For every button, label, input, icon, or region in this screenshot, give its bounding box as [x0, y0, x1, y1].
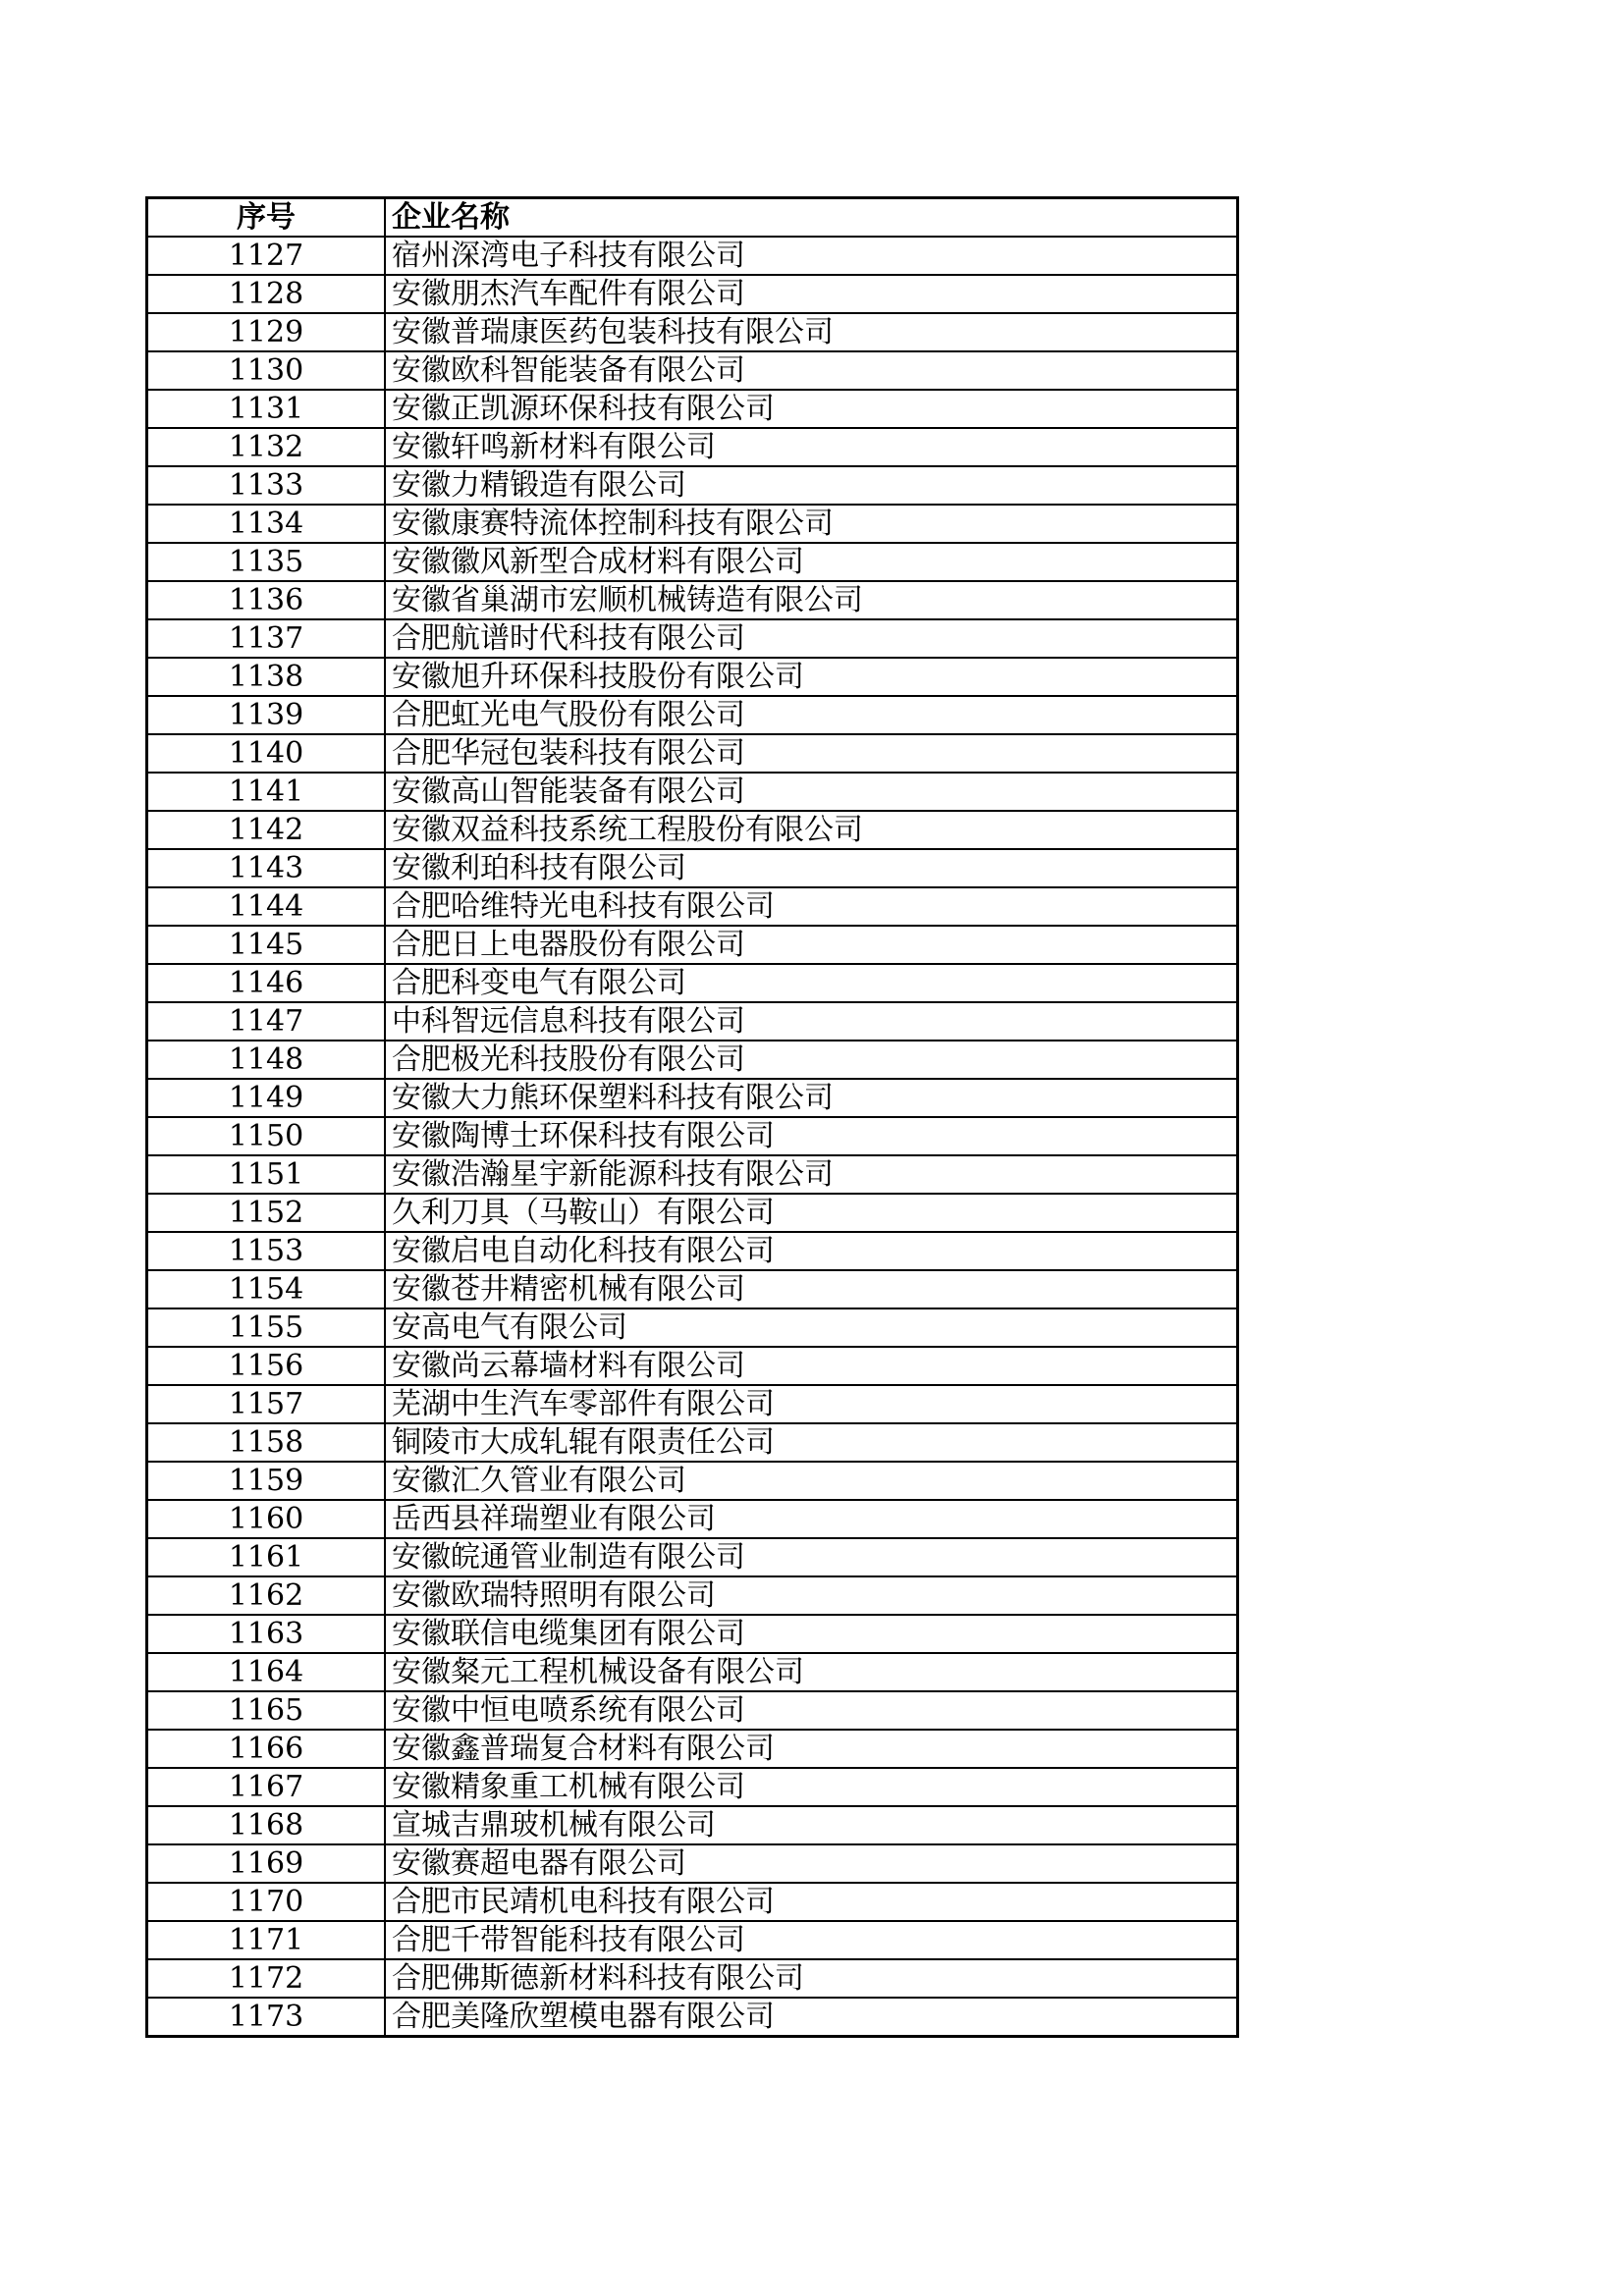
enterprise-name-cell: 安徽大力熊环保塑料科技有限公司 [385, 1079, 1238, 1117]
table-row [147, 964, 1238, 1002]
serial-number-cell: 1168 [147, 1806, 386, 1844]
serial-number-cell: 1165 [147, 1691, 386, 1730]
serial-number-cell: 1144 [147, 887, 386, 926]
serial-number-cell: 1152 [147, 1194, 386, 1232]
enterprise-name-cell: 安徽利珀科技有限公司 [385, 849, 1238, 887]
enterprise-name-cell: 安徽旭升环保科技股份有限公司 [385, 658, 1238, 696]
serial-number-cell: 1173 [147, 1998, 386, 2037]
enterprise-name-cell: 安徽普瑞康医药包装科技有限公司 [385, 313, 1238, 351]
table-row [147, 1576, 1238, 1615]
table-row [147, 581, 1238, 619]
table-row [147, 1270, 1238, 1308]
serial-number-cell: 1156 [147, 1347, 386, 1385]
enterprise-name-cell: 久利刀具（马鞍山）有限公司 [385, 1194, 1238, 1232]
serial-number-cell: 1160 [147, 1500, 386, 1538]
table-row [147, 1844, 1238, 1883]
serial-number-cell: 1139 [147, 696, 386, 734]
table-row [147, 543, 1238, 581]
table-row [147, 1041, 1238, 1079]
table-row [147, 1423, 1238, 1462]
enterprise-name-cell: 安徽苍井精密机械有限公司 [385, 1270, 1238, 1308]
enterprise-name-cell: 宣城吉鼎玻机械有限公司 [385, 1806, 1238, 1844]
enterprise-name-cell: 安徽高山智能装备有限公司 [385, 773, 1238, 811]
serial-number-cell: 1155 [147, 1308, 386, 1347]
serial-number-cell: 1149 [147, 1079, 386, 1117]
enterprise-name-cell: 合肥市民靖机电科技有限公司 [385, 1883, 1238, 1921]
table-row [147, 466, 1238, 505]
enterprise-name-cell: 合肥极光科技股份有限公司 [385, 1041, 1238, 1079]
enterprise-name-cell: 安徽康赛特流体控制科技有限公司 [385, 505, 1238, 543]
enterprise-name-cell: 安徽省巢湖市宏顺机械铸造有限公司 [385, 581, 1238, 619]
table-row [147, 390, 1238, 428]
enterprise-name-cell: 铜陵市大成轧辊有限责任公司 [385, 1423, 1238, 1462]
serial-number-cell: 1135 [147, 543, 386, 581]
enterprise-name-cell: 合肥美隆欣塑模电器有限公司 [385, 1998, 1238, 2037]
table-row [147, 237, 1238, 275]
table-row [147, 1385, 1238, 1423]
enterprise-name-cell: 安徽力精锻造有限公司 [385, 466, 1238, 505]
table-row [147, 1117, 1238, 1155]
enterprise-name-cell: 安高电气有限公司 [385, 1308, 1238, 1347]
serial-number-cell: 1163 [147, 1615, 386, 1653]
table-row [147, 1653, 1238, 1691]
serial-number-cell: 1154 [147, 1270, 386, 1308]
serial-number-cell: 1143 [147, 849, 386, 887]
serial-number-cell: 1148 [147, 1041, 386, 1079]
table-row [147, 1232, 1238, 1270]
serial-number-cell: 1141 [147, 773, 386, 811]
table-row [147, 1730, 1238, 1768]
serial-number-cell: 1127 [147, 237, 386, 275]
serial-number-cell: 1151 [147, 1155, 386, 1194]
serial-number-cell: 1136 [147, 581, 386, 619]
enterprise-name-cell: 安徽轩鸣新材料有限公司 [385, 428, 1238, 466]
enterprise-name-cell: 岳西县祥瑞塑业有限公司 [385, 1500, 1238, 1538]
serial-number-cell: 1157 [147, 1385, 386, 1423]
table-row [147, 658, 1238, 696]
enterprise-name-cell: 安徽欧科智能装备有限公司 [385, 351, 1238, 390]
table-row [147, 1998, 1238, 2037]
table-row [147, 887, 1238, 926]
enterprise-table [145, 196, 1239, 2038]
enterprise-name-cell: 安徽联信电缆集团有限公司 [385, 1615, 1238, 1653]
table-row [147, 428, 1238, 466]
enterprise-name-cell: 安徽双益科技系统工程股份有限公司 [385, 811, 1238, 849]
table-row [147, 773, 1238, 811]
header-enterprise-name: 企业名称 [385, 198, 1238, 238]
serial-number-cell: 1164 [147, 1653, 386, 1691]
table-row [147, 1883, 1238, 1921]
enterprise-name-cell: 安徽陶博士环保科技有限公司 [385, 1117, 1238, 1155]
table-row [147, 1347, 1238, 1385]
enterprise-name-cell: 安徽鑫普瑞复合材料有限公司 [385, 1730, 1238, 1768]
serial-number-cell: 1142 [147, 811, 386, 849]
serial-number-cell: 1130 [147, 351, 386, 390]
enterprise-name-cell: 安徽汇久管业有限公司 [385, 1462, 1238, 1500]
table-row [147, 313, 1238, 351]
enterprise-name-cell: 合肥航谱时代科技有限公司 [385, 619, 1238, 658]
table-row [147, 1155, 1238, 1194]
header-serial-number: 序号 [147, 198, 386, 238]
table-row [147, 1538, 1238, 1576]
serial-number-cell: 1128 [147, 275, 386, 313]
table-row [147, 1806, 1238, 1844]
table-row [147, 926, 1238, 964]
enterprise-name-cell: 合肥佛斯德新材料科技有限公司 [385, 1959, 1238, 1998]
serial-number-cell: 1133 [147, 466, 386, 505]
table-row [147, 1921, 1238, 1959]
serial-number-cell: 1166 [147, 1730, 386, 1768]
table-row [147, 696, 1238, 734]
serial-number-cell: 1172 [147, 1959, 386, 1998]
table-row [147, 1079, 1238, 1117]
enterprise-name-cell: 合肥日上电器股份有限公司 [385, 926, 1238, 964]
table-row [147, 811, 1238, 849]
serial-number-cell: 1167 [147, 1768, 386, 1806]
enterprise-name-cell: 合肥虹光电气股份有限公司 [385, 696, 1238, 734]
enterprise-name-cell: 合肥华冠包装科技有限公司 [385, 734, 1238, 773]
serial-number-cell: 1153 [147, 1232, 386, 1270]
table-row [147, 351, 1238, 390]
enterprise-name-cell: 安徽浩瀚星宇新能源科技有限公司 [385, 1155, 1238, 1194]
serial-number-cell: 1162 [147, 1576, 386, 1615]
enterprise-name-cell: 中科智远信息科技有限公司 [385, 1002, 1238, 1041]
enterprise-name-cell: 安徽启电自动化科技有限公司 [385, 1232, 1238, 1270]
table-row [147, 1500, 1238, 1538]
table-row [147, 505, 1238, 543]
enterprise-name-cell: 安徽正凯源环保科技有限公司 [385, 390, 1238, 428]
table-row [147, 275, 1238, 313]
table-body [147, 237, 1238, 2037]
serial-number-cell: 1140 [147, 734, 386, 773]
serial-number-cell: 1134 [147, 505, 386, 543]
enterprise-name-cell: 芜湖中生汽车零部件有限公司 [385, 1385, 1238, 1423]
serial-number-cell: 1159 [147, 1462, 386, 1500]
serial-number-cell: 1132 [147, 428, 386, 466]
enterprise-name-cell: 安徽皖通管业制造有限公司 [385, 1538, 1238, 1576]
enterprise-name-cell: 安徽中恒电喷系统有限公司 [385, 1691, 1238, 1730]
table-row [147, 1462, 1238, 1500]
enterprise-name-cell: 安徽欧瑞特照明有限公司 [385, 1576, 1238, 1615]
table-row [147, 1768, 1238, 1806]
serial-number-cell: 1129 [147, 313, 386, 351]
table-row [147, 619, 1238, 658]
table-row [147, 1308, 1238, 1347]
enterprise-name-cell: 宿州深湾电子科技有限公司 [385, 237, 1238, 275]
enterprise-name-cell: 安徽赛超电器有限公司 [385, 1844, 1238, 1883]
table-row [147, 1615, 1238, 1653]
serial-number-cell: 1146 [147, 964, 386, 1002]
serial-number-cell: 1158 [147, 1423, 386, 1462]
enterprise-name-cell: 安徽尚云幕墙材料有限公司 [385, 1347, 1238, 1385]
table-row [147, 1002, 1238, 1041]
enterprise-name-cell: 安徽粲元工程机械设备有限公司 [385, 1653, 1238, 1691]
serial-number-cell: 1161 [147, 1538, 386, 1576]
table-row [147, 734, 1238, 773]
serial-number-cell: 1138 [147, 658, 386, 696]
serial-number-cell: 1147 [147, 1002, 386, 1041]
enterprise-name-cell: 合肥千带智能科技有限公司 [385, 1921, 1238, 1959]
enterprise-name-cell: 安徽精象重工机械有限公司 [385, 1768, 1238, 1806]
serial-number-cell: 1150 [147, 1117, 386, 1155]
serial-number-cell: 1137 [147, 619, 386, 658]
table-row [147, 1959, 1238, 1998]
table-row [147, 1194, 1238, 1232]
serial-number-cell: 1170 [147, 1883, 386, 1921]
enterprise-name-cell: 安徽徽风新型合成材料有限公司 [385, 543, 1238, 581]
serial-number-cell: 1145 [147, 926, 386, 964]
table-row [147, 849, 1238, 887]
table-header-row [147, 198, 1238, 238]
serial-number-cell: 1169 [147, 1844, 386, 1883]
serial-number-cell: 1131 [147, 390, 386, 428]
table-row [147, 1691, 1238, 1730]
enterprise-name-cell: 合肥哈维特光电科技有限公司 [385, 887, 1238, 926]
enterprise-name-cell: 合肥科变电气有限公司 [385, 964, 1238, 1002]
serial-number-cell: 1171 [147, 1921, 386, 1959]
enterprise-name-cell: 安徽朋杰汽车配件有限公司 [385, 275, 1238, 313]
